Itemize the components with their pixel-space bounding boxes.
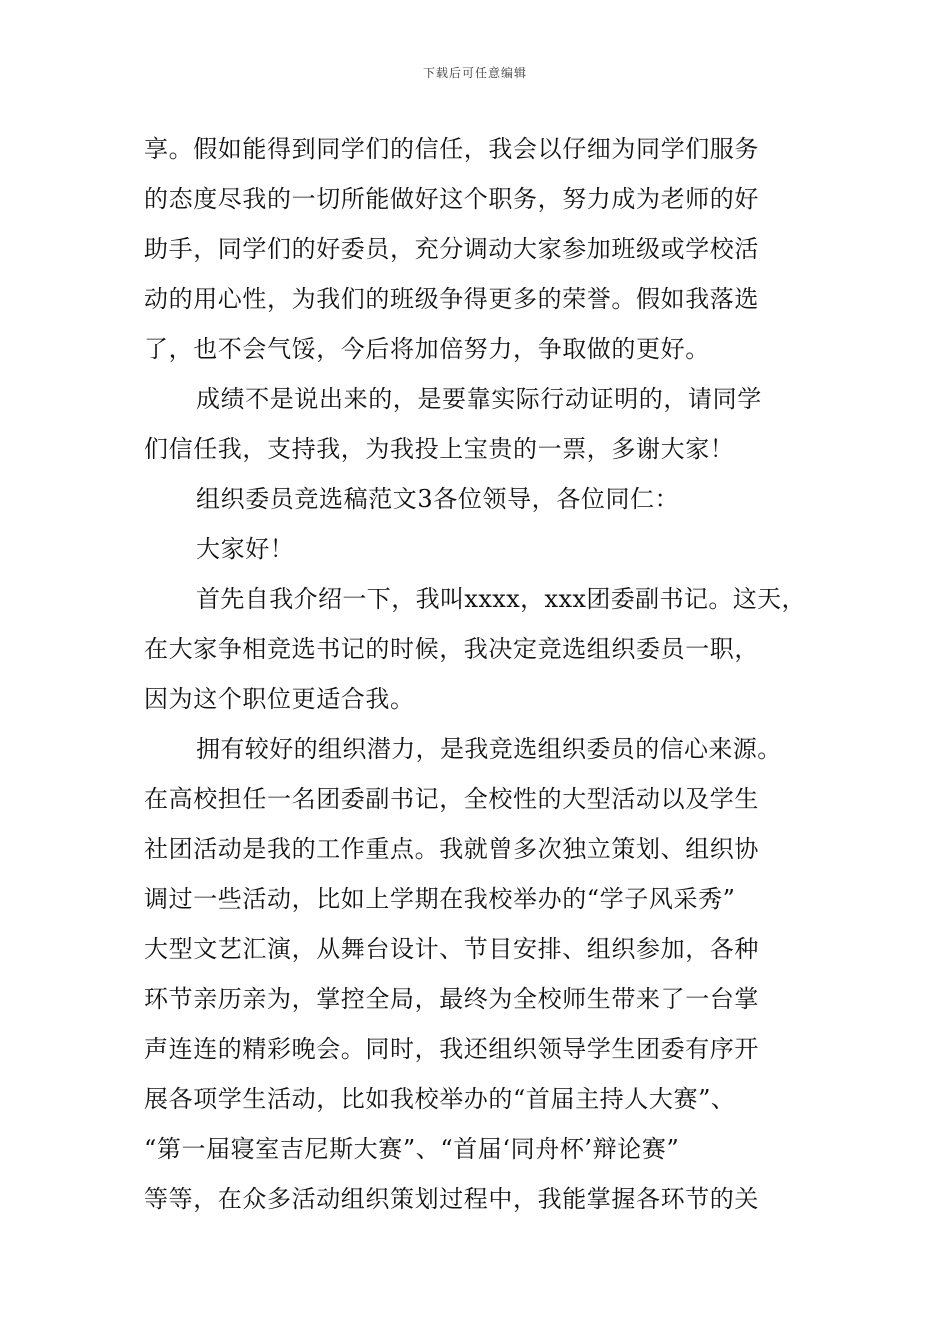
- text-line: 大家好！: [196, 535, 295, 563]
- text-line: 组织委员竞选稿范文3各位领导，各位同仁：: [196, 485, 680, 513]
- text-line: 环节亲历亲为，掌控全局，最终为全校师生带来了一台掌: [144, 985, 759, 1013]
- text-line: 调过一些活动，比如上学期在我校举办的“学子风采秀”: [144, 885, 736, 913]
- text-line: 声连连的精彩晚会。同时，我还组织领导学生团委有序开: [144, 1035, 759, 1063]
- text-line: 在大家争相竞选书记的时候，我决定竞选组织委员一职，: [144, 635, 759, 663]
- text-line: 们信任我，支持我，为我投上宝贵的一票，多谢大家！: [144, 435, 735, 463]
- text-line: 享。假如能得到同学们的信任，我会以仔细为同学们服务: [144, 135, 759, 163]
- page-header: 下载后可任意编辑: [422, 66, 527, 80]
- text-line: 拥有较好的组织潜力，是我竞选组织委员的信心来源。: [196, 735, 782, 763]
- text-line: “第一届寝室吉尼斯大赛”、“首届‘同舟杯’辩论赛”: [144, 1135, 680, 1163]
- text-line: 社团活动是我的工作重点。我就曾多次独立策划、组织协: [144, 835, 759, 863]
- text-line: 了，也不会气馁，今后将加倍努力，争取做的更好。: [144, 335, 710, 363]
- text-line: 助手，同学们的好委员，充分调动大家参加班级或学校活: [144, 235, 759, 263]
- text-line: 首先自我介绍一下，我叫xxxx，xxx团委副书记。这天，: [196, 585, 806, 613]
- text-line: 在高校担任一名团委副书记，全校性的大型活动以及学生: [144, 785, 759, 813]
- text-line: 展各项学生活动，比如我校举办的“首届主持人大赛”、: [144, 1085, 736, 1113]
- text-line: 大型文艺汇演，从舞台设计、节目安排、组织参加，各种: [144, 935, 759, 963]
- text-line: 成绩不是说出来的，是要靠实际行动证明的，请同学: [196, 385, 762, 413]
- text-line: 因为这个职位更适合我。: [144, 685, 415, 713]
- text-line: 动的用心性，为我们的班级争得更多的荣誉。假如我落选: [144, 285, 759, 313]
- text-line: 等等，在众多活动组织策划过程中，我能掌握各环节的关: [144, 1185, 759, 1213]
- text-line: 的态度尽我的一切所能做好这个职务，努力成为老师的好: [144, 185, 759, 213]
